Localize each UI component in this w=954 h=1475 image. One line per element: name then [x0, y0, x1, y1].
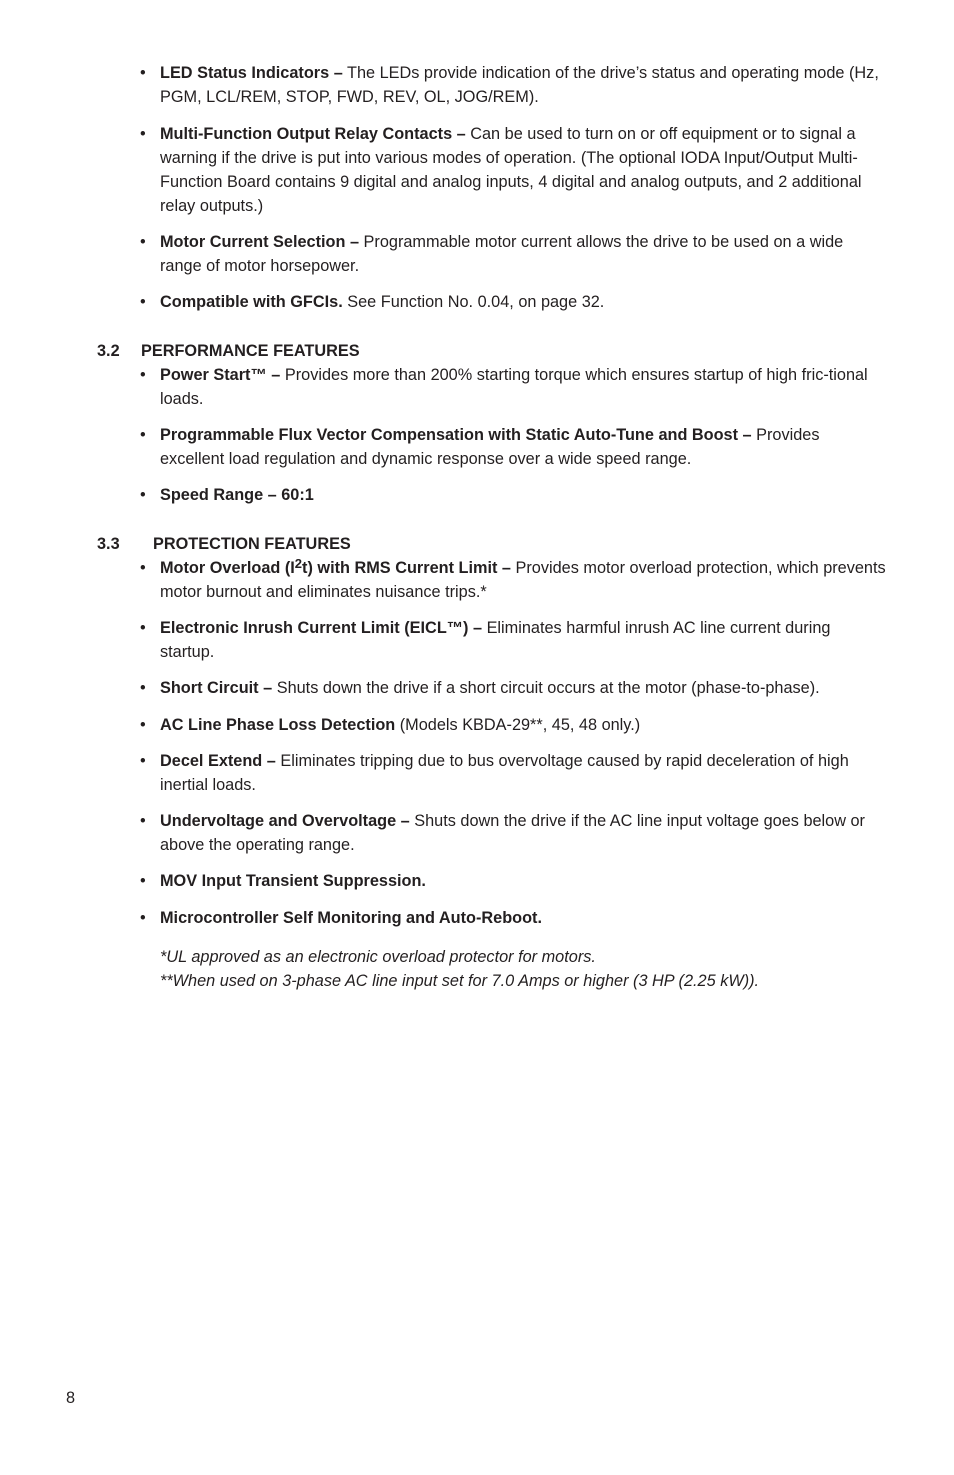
- list-item-body: Can be used to turn on or off equipment or to signal a warning if the drive is put into various modes of operation. (The optional IODA Input/Output Multi-Function Board contains 9 digital and analog inputs, 4 digital and analog outputs, and 2 additional relay outputs.): [160, 125, 862, 215]
- list-item: [140, 906, 886, 930]
- list-item-body: See Function No. 0.04, on page 32.: [342, 293, 605, 311]
- list-item: [140, 230, 886, 278]
- list-item-text: [160, 749, 886, 797]
- list-item-text: [160, 556, 886, 604]
- list-item: [140, 869, 886, 893]
- list-item-bold: Multi-Function Output Relay Contacts –: [160, 125, 466, 143]
- list-item-bold: AC Line Phase Loss Detection: [160, 716, 396, 734]
- list-item: [140, 616, 886, 664]
- list-item-bold: Speed Range – 60:1: [160, 486, 314, 504]
- list-item-body: Eliminates harmful inrush AC line current during startup.: [160, 619, 831, 661]
- list-item-body: Programmable motor current allows the drive to be used on a wide range of motor horsepower.: [160, 233, 844, 275]
- section-heading: [97, 532, 351, 556]
- list-item-text: [160, 230, 886, 278]
- bullet-dot: •: [140, 752, 146, 770]
- list-item-bold: [160, 556, 511, 577]
- bullet-dot: •: [140, 679, 146, 697]
- list-item-bold: Power Start™ –: [160, 366, 281, 384]
- section-title: PERFORMANCE FEATURES: [141, 342, 360, 360]
- list-item-bold: Electronic Inrush Current Limit (EICL™) –: [160, 619, 483, 637]
- list-item-bold: Programmable Flux Vector Compensation with Static Auto-Tune and Boost –: [160, 426, 752, 444]
- list-item: [140, 713, 886, 737]
- list-item: [140, 483, 886, 507]
- bullet-dot: •: [140, 64, 146, 82]
- list-item: [140, 749, 886, 797]
- bullet-dot: •: [140, 486, 146, 504]
- bold-part-b: t) with RMS Current Limit –: [302, 559, 511, 577]
- list-item: [140, 290, 886, 314]
- list-item-body: Shuts down the drive if a short circuit occurs at the motor (phase-to-phase).: [272, 679, 820, 697]
- bullet-dot: •: [140, 559, 146, 577]
- list-item-text: [160, 809, 886, 857]
- page-number: 8: [66, 1389, 76, 1407]
- bullet-dot: •: [140, 619, 146, 637]
- bullet-dot: •: [140, 909, 146, 927]
- bullet-dot: •: [140, 716, 146, 734]
- list-item-bold: Decel Extend –: [160, 752, 276, 770]
- list-item: [140, 363, 886, 411]
- list-item-text: [160, 61, 886, 109]
- bullet-dot: •: [140, 293, 146, 311]
- bullet-dot: •: [140, 125, 146, 143]
- list-item-body: Provides excellent load regulation and dynamic response over a wide speed range.: [160, 426, 820, 468]
- list-item: [140, 809, 886, 857]
- list-item-bold: LED Status Indicators –: [160, 64, 343, 82]
- list-item-body: The LEDs provide indication of the drive’s status and operating mode (Hz, PGM, LCL/REM, STOP, FWD, REV, OL, JOG/REM).: [160, 64, 879, 106]
- bullet-dot: •: [140, 366, 146, 384]
- list-item-bold: Motor Current Selection –: [160, 233, 360, 251]
- list-item-bold: Short Circuit –: [160, 679, 273, 697]
- footnote: **When used on 3-phase AC line input set for 7.0 Amps or higher (3 HP (2.25 kW)).: [160, 972, 760, 990]
- list-item-text: [160, 290, 886, 314]
- list-item: [140, 556, 886, 604]
- list-item: [140, 61, 886, 109]
- list-item-text: [160, 423, 886, 471]
- list-item: [140, 122, 886, 218]
- list-item-text: [160, 483, 886, 507]
- list-item-text: [160, 616, 886, 664]
- list-item-body: Provides more than 200% starting torque which ensures startup of high fric-tional loads.: [160, 366, 868, 408]
- section-title: PROTECTION FEATURES: [153, 535, 351, 553]
- list-item-text: [160, 122, 886, 218]
- list-item-text: [160, 869, 886, 893]
- superscript: 2: [294, 556, 303, 572]
- list-item-text: [160, 676, 886, 700]
- bullet-dot: •: [140, 872, 146, 890]
- list-item-body: Eliminates tripping due to bus overvoltage caused by rapid deceleration of high inertial loads.: [160, 752, 849, 794]
- list-item-bold: Microcontroller Self Monitoring and Auto-Reboot.: [160, 909, 542, 927]
- list-item-text: [160, 713, 886, 737]
- bullet-dot: •: [140, 233, 146, 251]
- list-item-bold: MOV Input Transient Suppression.: [160, 872, 426, 890]
- list-item-text: [160, 906, 886, 930]
- list-item-bold: Undervoltage and Overvoltage –: [160, 812, 410, 830]
- bullet-dot: •: [140, 812, 146, 830]
- bullet-dot: •: [140, 426, 146, 444]
- list-item: [140, 676, 886, 700]
- bold-part-a: Motor Overload (I: [160, 559, 295, 577]
- list-item-bold: Compatible with GFCIs.: [160, 293, 343, 311]
- section-number: 3.3: [97, 535, 120, 553]
- list-item-body: Shuts down the drive if the AC line input voltage goes below or above the operating range.: [160, 812, 865, 854]
- list-item-body: Provides motor overload protection, which prevents motor burnout and eliminates nuisance trips.*: [160, 559, 886, 601]
- section-heading: [97, 339, 360, 363]
- list-item: [140, 423, 886, 471]
- list-item-text: [160, 363, 886, 411]
- list-item-body: (Models KBDA-29**, 45, 48 only.): [395, 716, 641, 734]
- footnote: *UL approved as an electronic overload protector for motors.: [160, 948, 596, 966]
- section-number: 3.2: [97, 342, 120, 360]
